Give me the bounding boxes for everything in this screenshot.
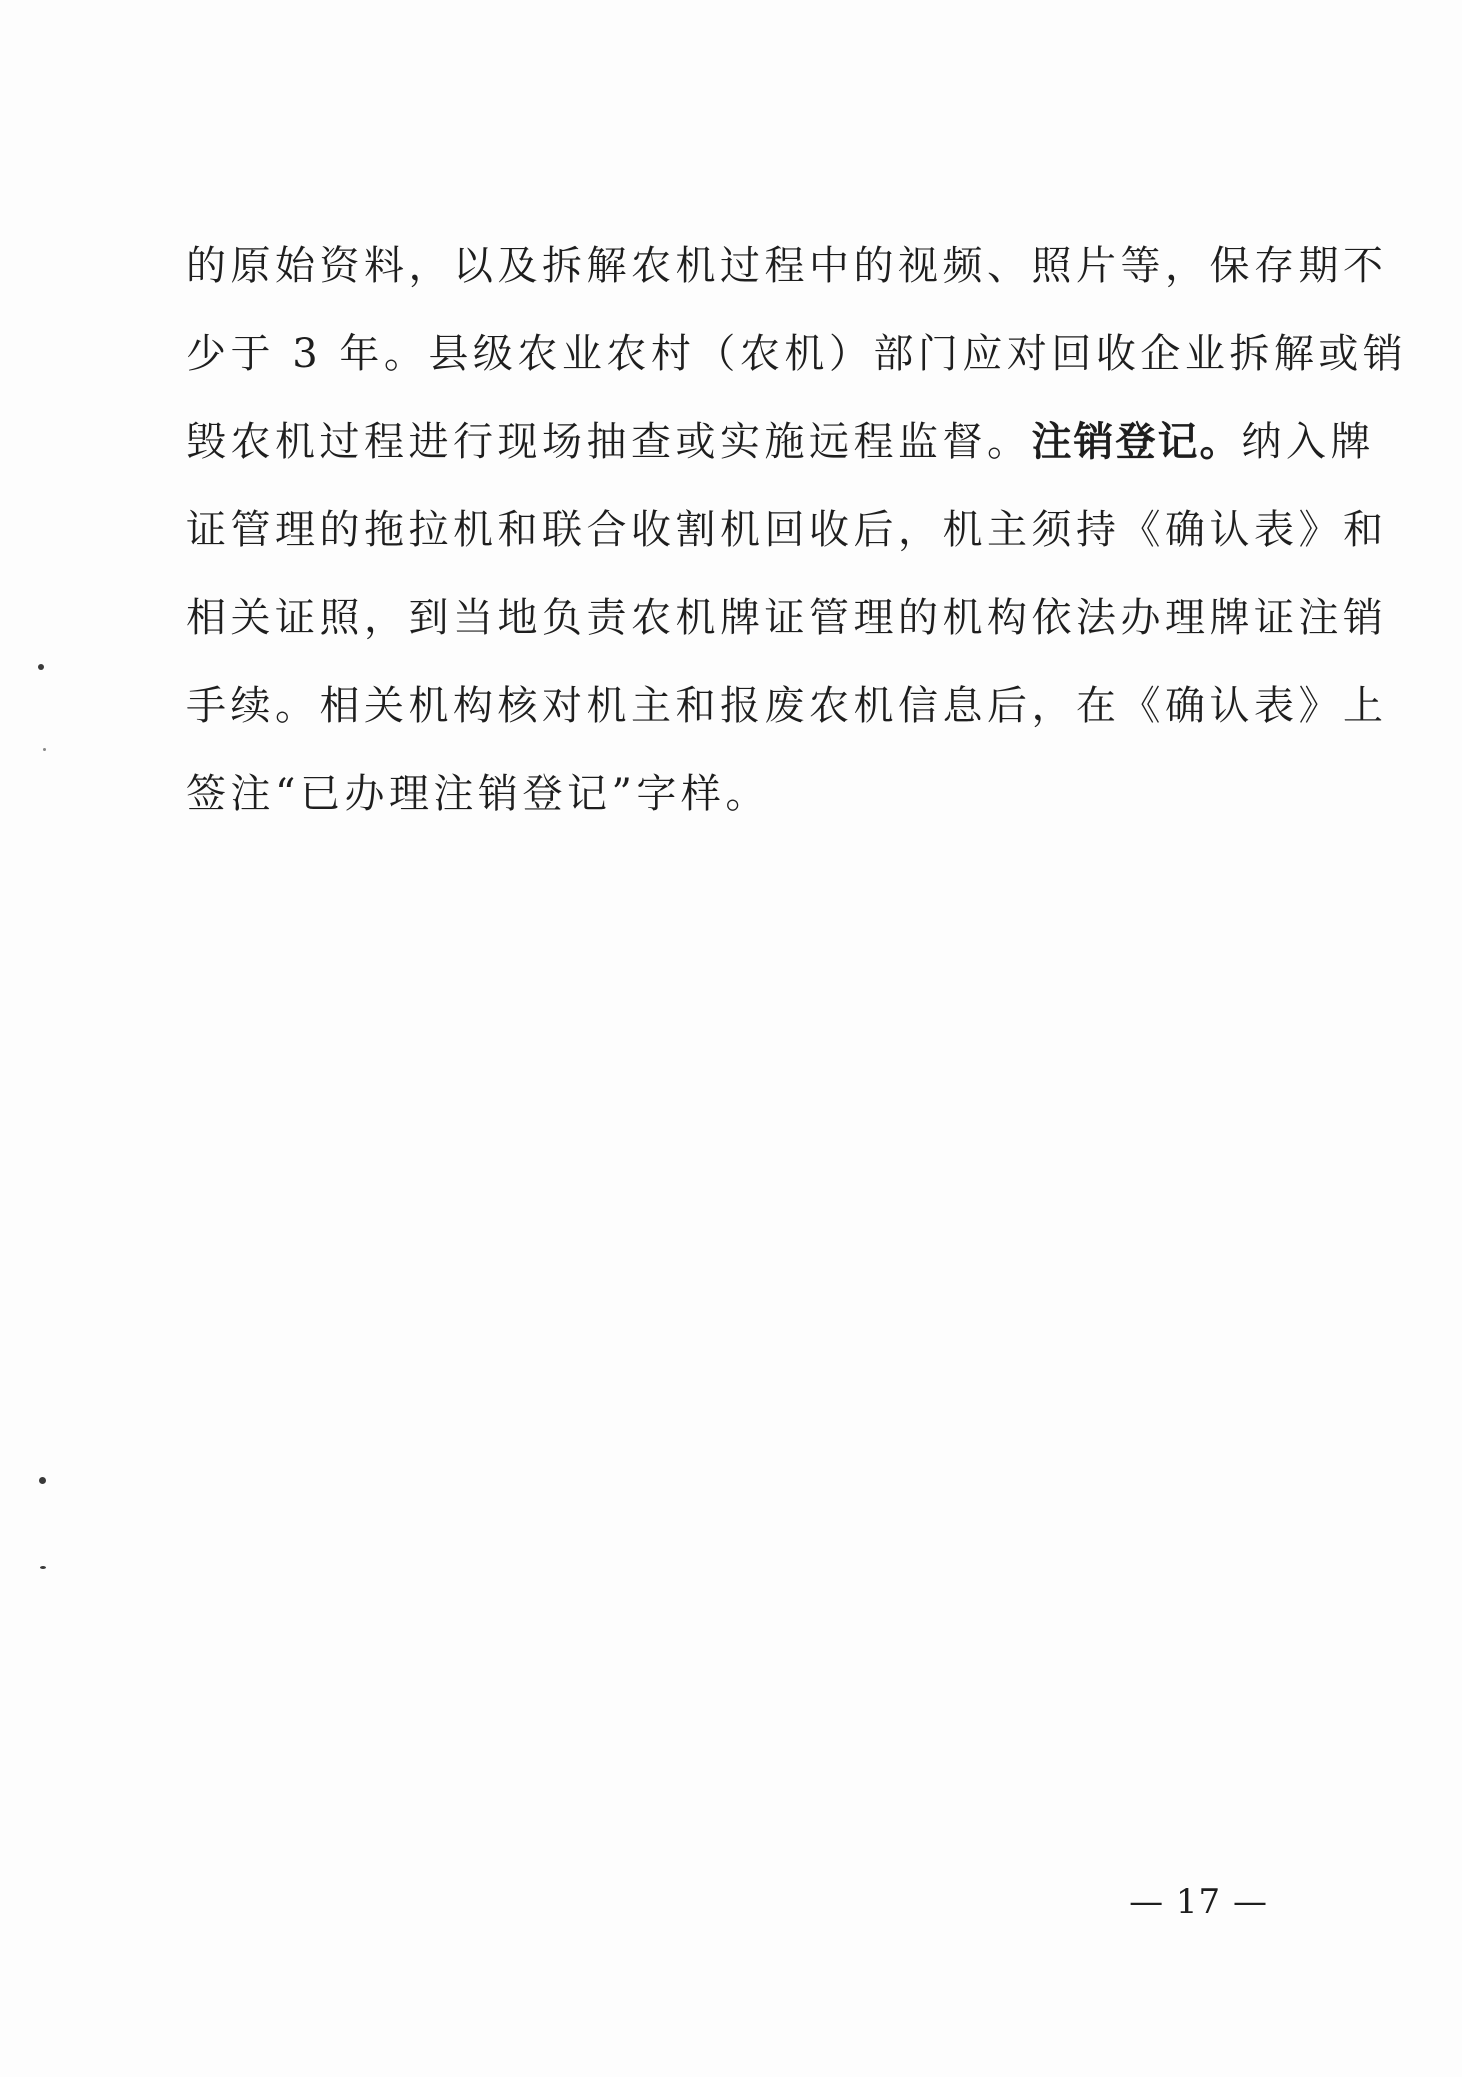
paragraph-line-2: 少于 3 年。县级农业农村（农机）部门应对回收企业拆解或销	[186, 331, 1408, 377]
scan-speck	[39, 1477, 46, 1484]
paragraph-line-4: 证管理的拖拉机和联合收割机回收后，机主须持《确认表》和	[186, 507, 1388, 553]
body-paragraph	[186, 222, 1408, 838]
paragraph-line-6: 手续。相关机构核对机主和报废农机信息后，在《确认表》上	[186, 683, 1388, 729]
line-3-text-after: 纳入牌	[1241, 419, 1375, 465]
scan-speck	[43, 748, 46, 751]
section-heading-deregistration: 注销登记。	[1031, 419, 1242, 465]
paragraph-line-1: 的原始资料，以及拆解农机过程中的视频、照片等，保存期不	[186, 243, 1388, 289]
page-number: — 17 —	[1129, 1882, 1268, 1922]
line-3-text-before: 毁农机过程进行现场抽查或实施远程监督。	[186, 419, 1032, 465]
paragraph-line-7: 签注“已办理注销登记”字样。	[186, 771, 770, 817]
paragraph-line-3	[186, 398, 1375, 486]
scan-speck	[38, 664, 44, 670]
paragraph-line-5: 相关证照，到当地负责农机牌证管理的机构依法办理牌证注销	[186, 595, 1388, 641]
scan-speck	[40, 1566, 46, 1569]
